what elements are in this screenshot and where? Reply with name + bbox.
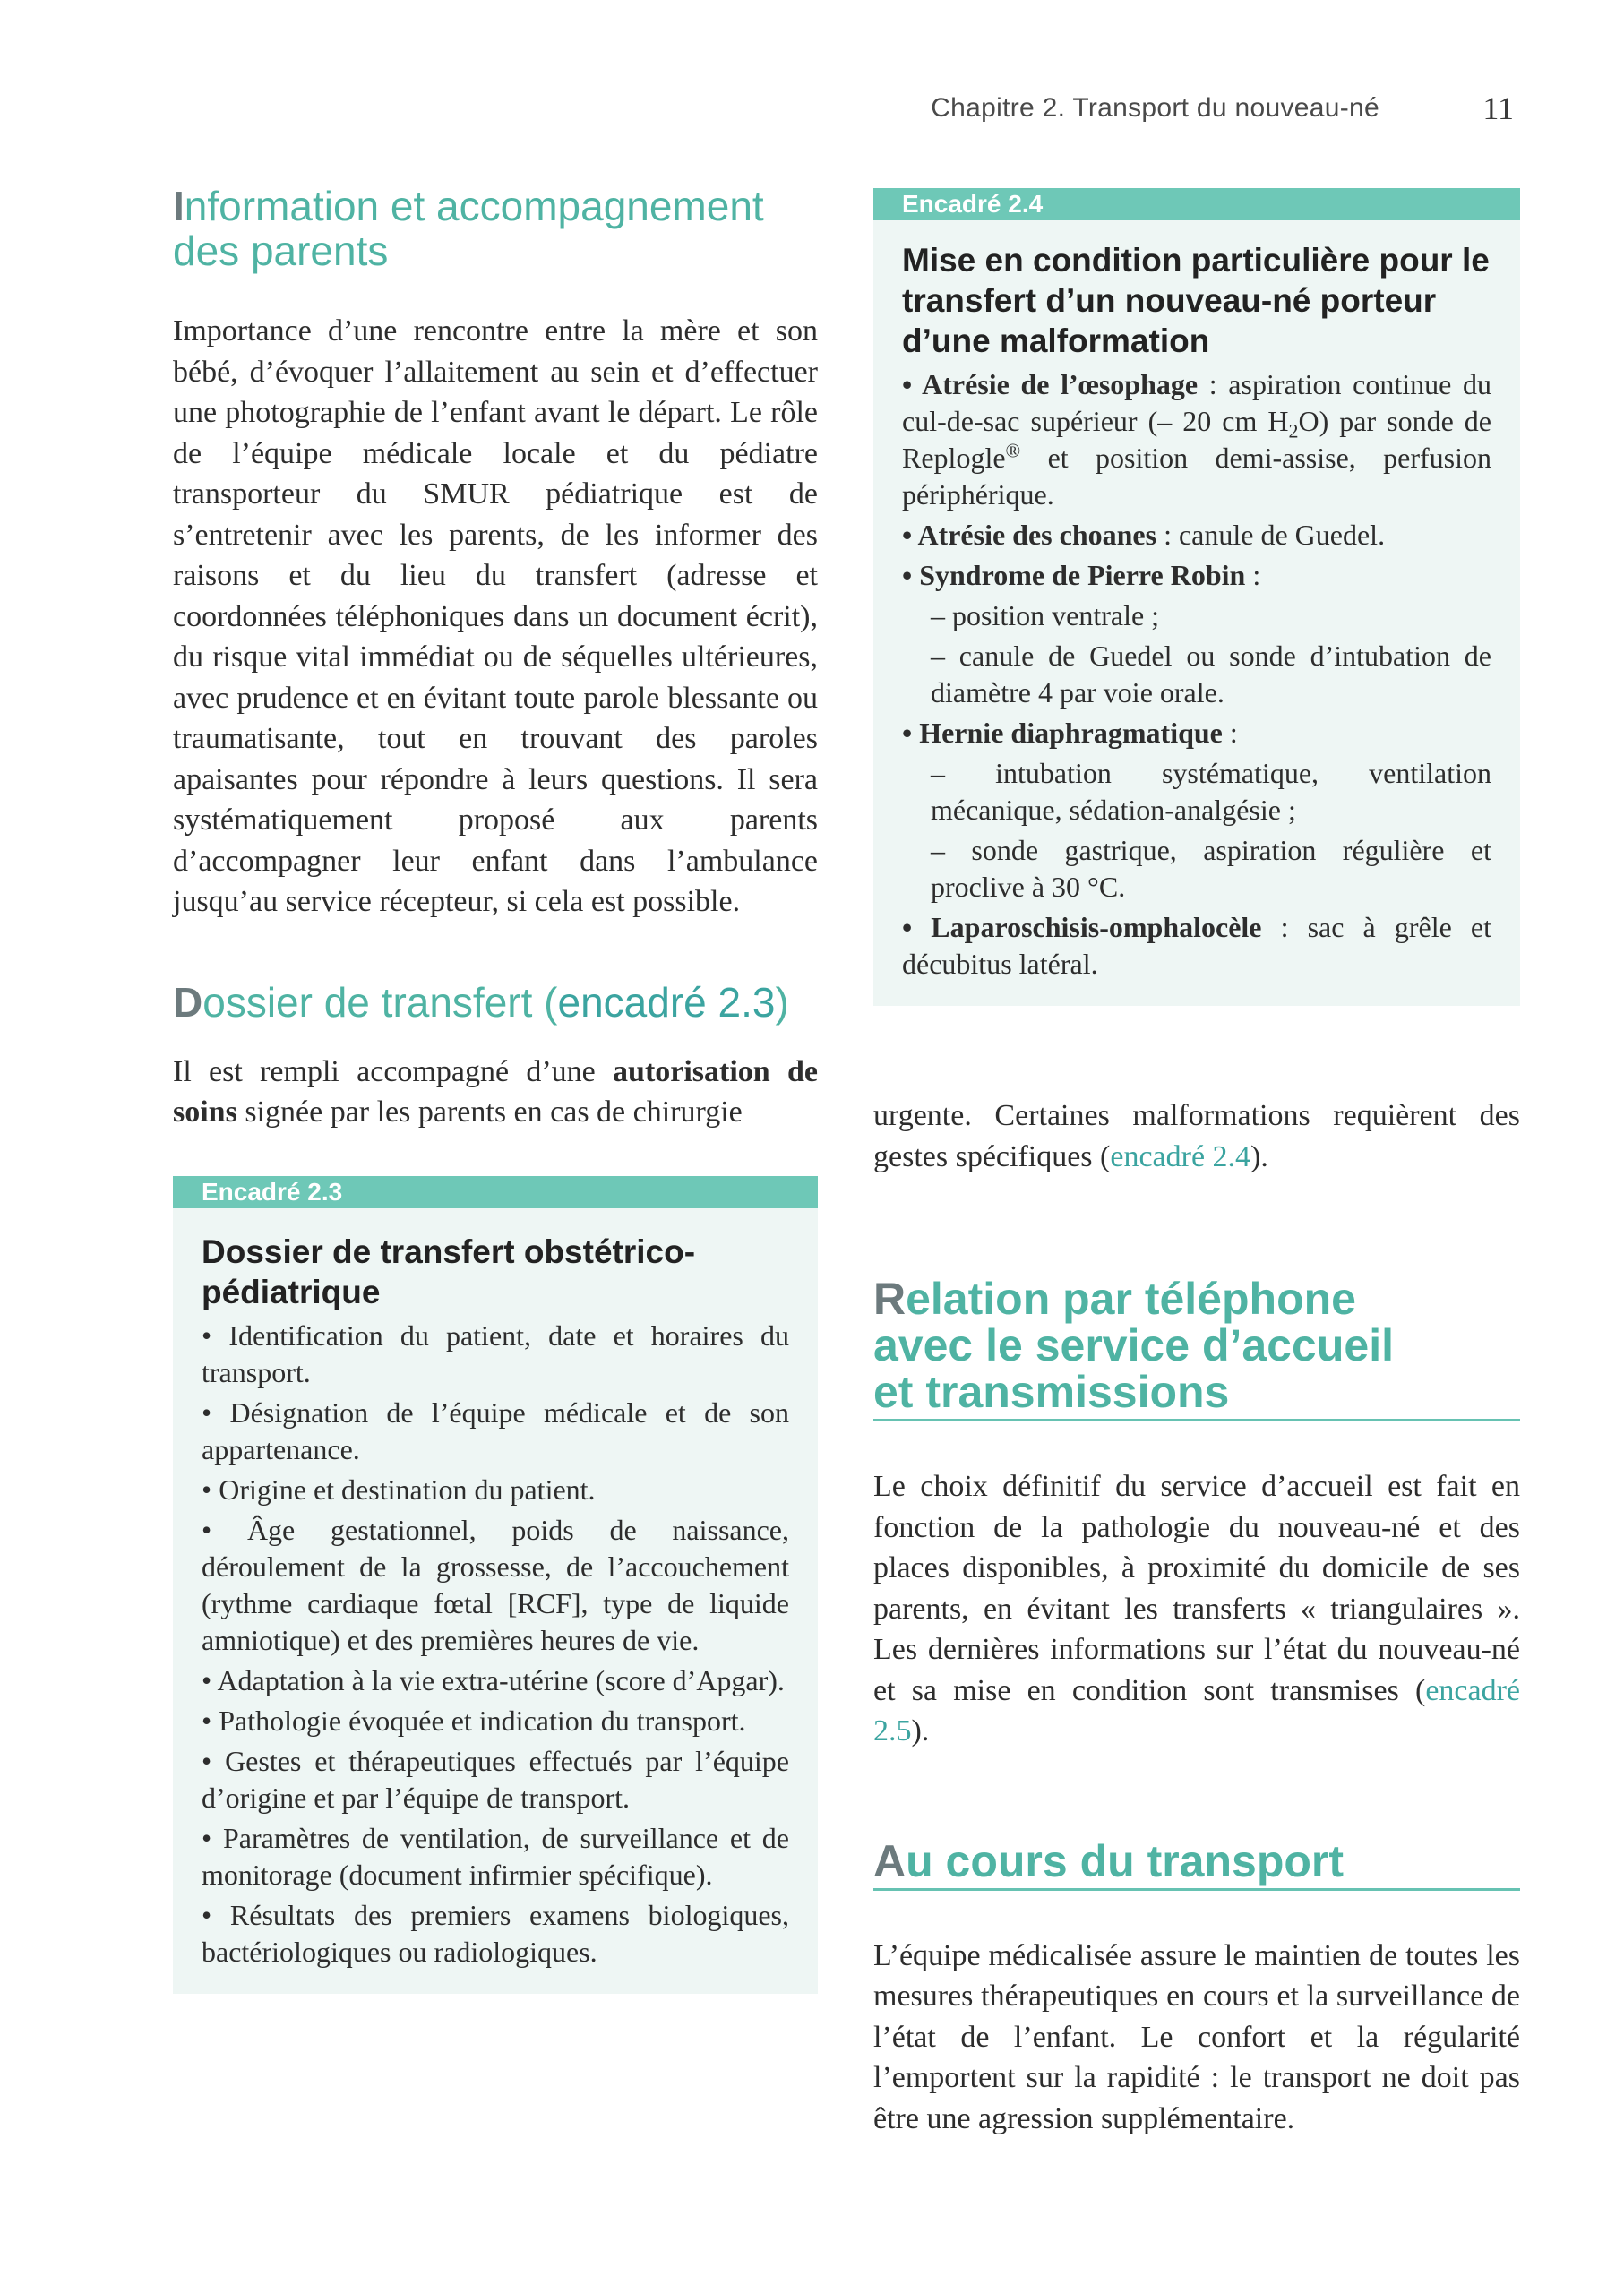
right-column (873, 188, 1520, 2139)
list-item: • Âge gestationnel, poids de naissance, déroulement de la grossesse, de l’accouchement (rythme cardiaque fœtal [RCF], type de liquide amniotique) et des premières heures de vie. (202, 1513, 789, 1656)
list-item: • Atrésie des choanes : canule de Guedel. (902, 519, 1386, 551)
section-title-transport: Au cours du transport (873, 1835, 1345, 1886)
title-initial: R (873, 1274, 907, 1324)
section-title-dossier: Dossier de transfert (encadré 2.3) (173, 978, 789, 1026)
paragraph-continuation: urgente. Certaines malformations requièrent des gestes spécifiques (encadré 2.4). (873, 1099, 1520, 1173)
box-title: Dossier de transfert obstétrico-pédiatrique (202, 1232, 696, 1310)
title-initial: I (173, 183, 185, 229)
left-column (173, 184, 818, 1994)
paragraph-dossier: Il est rempli accompagné d’une autorisation de soins signée par les parents en cas de chirurgie (173, 1054, 818, 1129)
box-title: Mise en condition particulière pour le transfert d’un nouveau-né porteur d’une malformation (902, 242, 1490, 359)
box-reference-link[interactable]: encadré 2.5 (873, 1673, 1520, 1748)
list-item: • Gestes et thérapeutiques effectués par l’équipe d’origine et par l’équipe de transport. (202, 1744, 789, 1814)
running-header (0, 90, 1514, 134)
list-item: • Hernie diaphragmatique : (902, 717, 1238, 749)
box-tag: Encadré 2.3 (173, 1176, 818, 1208)
box-reference-link[interactable]: encadré 2.3 (557, 978, 776, 1026)
sub-item: – sonde gastrique, aspiration régulière et proclive à 30 °C. (931, 834, 1491, 903)
section-title-relation: Relation par téléphone avec le service d’accueil et transmissions (873, 1274, 1394, 1417)
running-title: Chapitre 2. Transport du nouveau-né (931, 93, 1379, 123)
section-rule (873, 1419, 1520, 1421)
list-item: • Atrésie de l’œsophage : aspiration continue du cul-de-sac supérieur (– 20 cm $H_2O$) par sonde de Replogle® et position demi-assise, perfusion périphérique. (902, 368, 1492, 511)
box-tag: Encadré 2.4 (873, 188, 1520, 220)
box-reference-link[interactable]: encadré 2.4 (1110, 1139, 1251, 1173)
page-number: 11 (1482, 90, 1514, 126)
list-item: • Désignation de l’équipe médicale et de son appartenance. (202, 1396, 789, 1465)
paragraph-transport: L’équipe médicalisée assure le maintien de toutes les mesures thérapeutiques en cours et la surveillance de l’état de l’enfant. Le confort et la régularité l’emportent sur la rapidité : le transport ne doit pas être une agression supplémentaire. (873, 1938, 1520, 2135)
section-rule (873, 1888, 1520, 1891)
paragraph-information: Importance d’une rencontre entre la mère et son bébé, d’évoquer l’allaitement au sein et d’effectuer une photographie de l’enfant avant le départ. Le rôle de l’équipe médicale locale et du pédiatre transporteur du SMUR pédiatrique est de s’entretenir avec les parents, de les informer des raisons et du lieu du transfert (adresse et coordonnées téléphoniques dans un document écrit), du risque vital immédiat ou de séquelles ultérieures, avec prudence et en évitant toute parole blessante ou traumatisante, tout en trouvant des paroles apaisantes pour répondre à leurs questions. Il sera systématiquement proposé aux parents d’accompagner leur enfant dans l’ambulance jusqu’au service récepteur, si cela est possible. (173, 314, 818, 918)
box-2-4 (873, 188, 1520, 1006)
list-item: • Résultats des premiers examens biologiques, bactériologiques ou radiologiques. (202, 1898, 789, 1968)
title-initial: A (873, 1835, 907, 1886)
list-item: • Adaptation à la vie extra-utérine (score d’Apgar). (202, 1663, 785, 1696)
paragraph-relation: Le choix définitif du service d’accueil est fait en fonction de la pathologie du nouveau-né et des places disponibles, à proximité du domicile de ses parents, en évitant les transferts « triangulaires ». Les dernières informations sur l’état du nouveau-né et sa mise en condition sont transmises (encadré 2.5). (873, 1470, 1520, 1748)
list-item: • Paramètres de ventilation, de surveillance et de monitorage (document infirmier spécifique). (202, 1821, 789, 1891)
list-item: • Pathologie évoquée et indication du transport. (202, 1704, 746, 1737)
list-item: • Identification du patient, date et horaires du transport. (202, 1318, 789, 1388)
list-item: • Origine et destination du patient. (202, 1473, 596, 1506)
section-title-information: Information et accompagnement des parents (173, 183, 764, 274)
sub-item: – canule de Guedel ou sonde d’intubation de diamètre 4 par voie orale. (931, 640, 1491, 709)
sub-item: – intubation systématique, ventilation mécanique, sédation-analgésie ; (931, 757, 1491, 826)
list-item: • Syndrome de Pierre Robin : (902, 559, 1261, 591)
box-2-3 (173, 1176, 818, 1994)
sub-item: – position ventrale ; (931, 599, 1160, 631)
list-item: • Laparoschisis-omphalocèle : sac à grêle et décubitus latéral. (902, 911, 1492, 980)
title-initial: D (173, 978, 203, 1026)
